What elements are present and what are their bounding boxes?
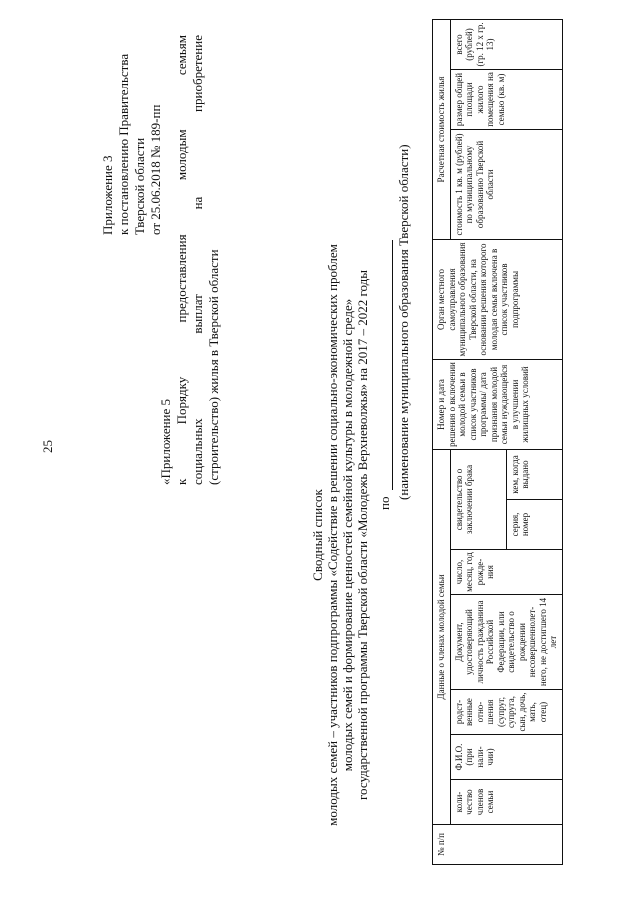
page-number: 25	[40, 440, 55, 453]
appendix-header	[100, 35, 164, 235]
reference-line-2: к Порядку предоставления молодым семьям	[174, 35, 189, 485]
header-cost: Расчетная стоимость жилья	[433, 19, 451, 239]
header-sqm-cost: стоимость 1 кв. м (рублей) по муниципальному образованию Тверской области	[450, 129, 562, 239]
header-decision: Номер и дата решения о включении молодой семьи в список участников программы/ дата признания молодой семьи нуждающейся в улучшении жилищных условий	[433, 359, 563, 449]
title-line-1: Сводный список	[310, 489, 325, 581]
rotated-page-content	[20, 20, 620, 885]
appendix-date: от 25.06.2018 № 189-пп	[148, 104, 163, 235]
municipality-caption: (наименование муниципального образования Тверской области)	[396, 144, 411, 500]
reference-block	[158, 35, 222, 485]
header-family-data: Данные о членах молодой семьи	[433, 449, 451, 824]
municipality-line	[377, 240, 393, 510]
header-num: № п/п	[433, 825, 563, 865]
title-line-3: молодых семей и формирование ценностей семейной культуры в молодежной среде»	[340, 298, 355, 772]
appendix-number: Приложение 3	[100, 155, 115, 235]
document-title	[310, 215, 370, 855]
municipality-prefix: по	[377, 496, 392, 510]
header-series: серия, номер	[506, 500, 562, 550]
reference-line-4: (строительство) жилья в Тверской области	[206, 249, 221, 485]
header-marriage: свидетельство о заключении брака	[450, 449, 506, 549]
header-authority: Орган местного самоуправления муниципального образования Тверской области, на основании решения которого молодая семья включена в список участников подпрограммы	[433, 239, 563, 359]
header-issued: кем, когда выдано	[506, 449, 562, 499]
header-birth: число, месяц, год рожде- ния	[450, 550, 562, 595]
municipality-fill-line	[392, 240, 393, 490]
header-fio: Ф.И.О. (при нали- чии)	[450, 735, 562, 780]
reference-line-3: социальных выплат на приобретение	[190, 35, 205, 485]
families-table	[432, 19, 563, 865]
appendix-decree: к постановлению Правительства	[116, 53, 131, 235]
appendix-region: Тверской области	[132, 137, 147, 235]
title-line-2: молодых семей – участников подпрограммы «Содействие в решении социально-экономических проблем	[325, 244, 340, 826]
title-line-4: государственной программы Тверской области «Молодежь Верхневолжья» на 2017 – 2022 годы	[355, 270, 370, 800]
header-document: Документ, удостоверяющий личность гражданина Российской Федерации, или свидетельство о рождении несовершеннолет- него, не достигшего 14 лет	[450, 595, 562, 690]
header-area: размер общей площади жилого помещения на семью (кв. м)	[450, 69, 562, 129]
header-total: всего (рублей) (гр. 12 х гр. 13)	[450, 19, 562, 69]
header-relation: родст- венные отно- шения (супруг, супруга, сын, дочь, мать, отец)	[450, 690, 562, 735]
header-count: коли- чество членов семьи	[450, 780, 562, 825]
reference-line-1: «Приложение 5	[158, 398, 173, 485]
